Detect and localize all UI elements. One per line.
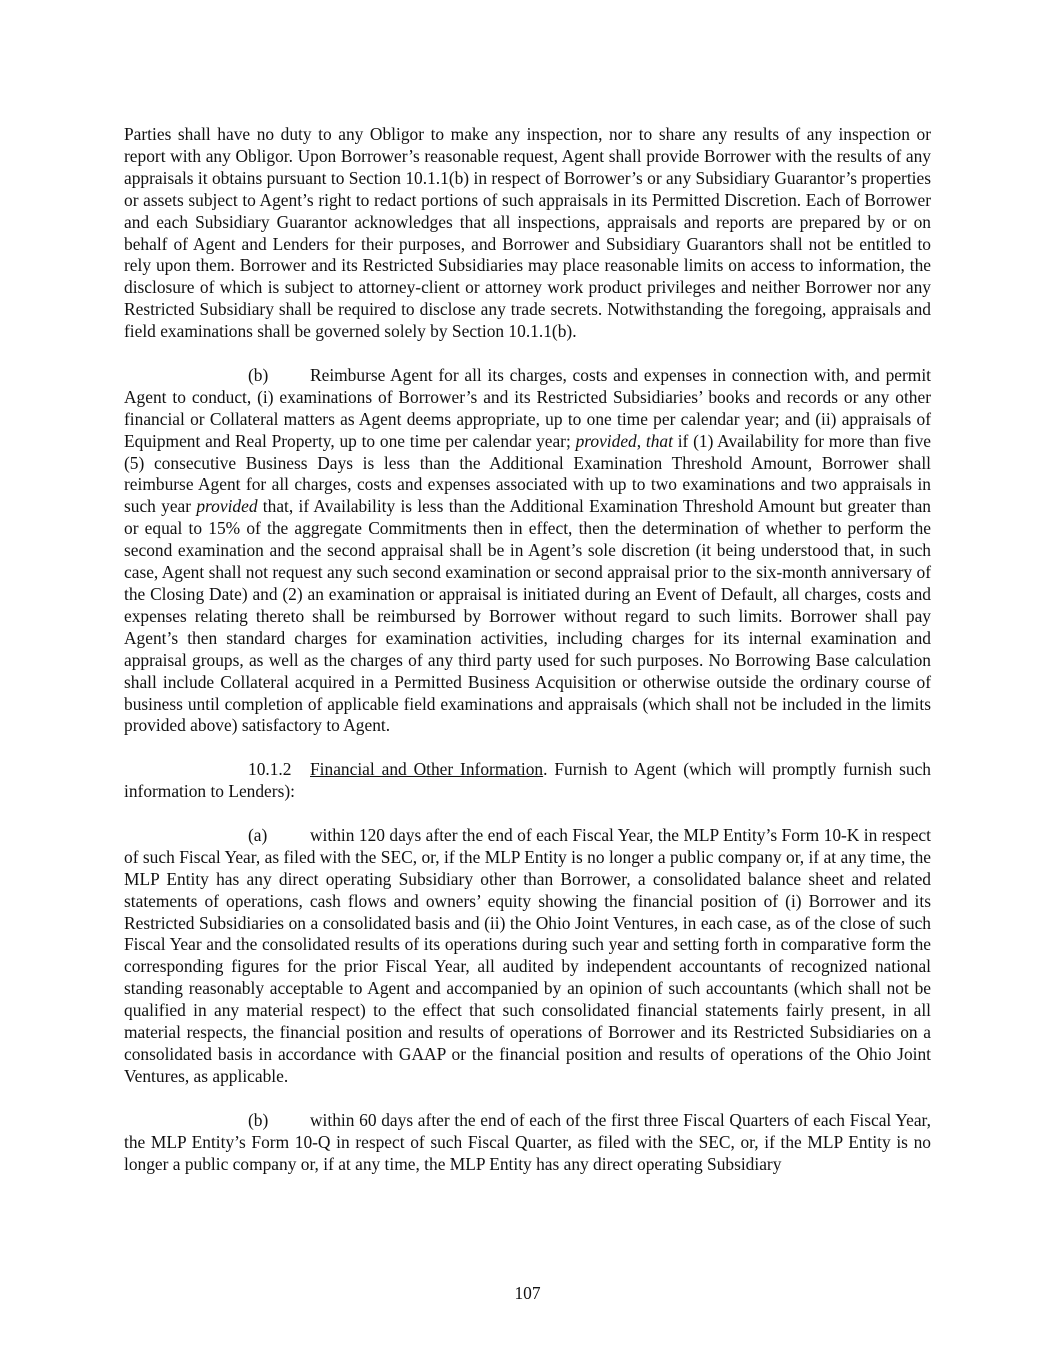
item-label: (b) [248,364,269,385]
page-number: 107 [514,1283,541,1303]
section-heading: Financial and Other Information [310,759,544,780]
paragraph-b-reimburse: (b) Reimburse Agent for all its charges, costs and expenses in connection with, and permit Agent to conduct, (i) examinations of Borrower’s and its Restricted Subsidiaries’ books and records or any other financial or Collateral matters as Agent deems appropriate, up to one time per calendar year; and (ii) appraisals of Equipment and Real Property, up to one time per calendar year; provided, that if (1) Availability for more than five (5) consecutive Business Days is less than the Additional Examination Threshold Amount, Borrower shall reimburse Agent for all charges, costs and expenses associated with up to two examinations and two appraisals in such year provided that, if Availability is less than the Additional Examination Threshold Amount but greater than or equal to 15% of the aggregate Commitments then in effect, then the determination of whether to perform the second examination and the second appraisal shall be in Agent’s sole discretion (it being understood that, in such case, Agent shall not request any such second examination or second appraisal prior to the six-month anniversary of the Closing Date) and (2) an examination or appraisal is initiated during an Event of Default, all charges, costs and expenses relating thereto shall be reimbursed by Borrower without regard to such limits. Borrower shall pay Agent’s then standard charges for examination activities, including charges for its internal examination and appraisal groups, as well as the charges of any third party used for such purposes. No Borrowing Base calculation shall include Collateral acquired in a Permitted Business Acquisition or otherwise outside the ordinary course of business until completion of applicable field examinations and appraisals (which shall not be included in the limits provided above) satisfactory to Agent. [124,364,931,736]
document-page [124,124,931,1175]
paragraph-b-quarterly: (b) within 60 days after the end of each of the first three Fiscal Quarters of each Fiscal Year, the MLP Entity’s Form 10-Q in respect of such Fiscal Quarter, as filed with the SEC, or, if the MLP Entity is no longer a public company or, if at any time, the MLP Entity has any direct operating Subsidiary [124,1109,931,1174]
item-label: (b) [248,1109,269,1130]
item-label: (a) [248,824,268,845]
section-number: 10.1.2 [248,759,292,780]
paragraph-a-annual: (a) within 120 days after the end of each Fiscal Year, the MLP Entity’s Form 10-K in respect of such Fiscal Year, as filed with the SEC, or, if the MLP Entity is no longer a public company or, if at any time, the MLP Entity has any direct operating Subsidiary other than Borrower, a consolidated balance sheet and related statements of operations, cash flows and owners’ equity showing the financial position of (i) Borrower and its Restricted Subsidiaries on a consolidated basis and (ii) the Ohio Joint Ventures, in each case, as of the close of such Fiscal Year and the consolidated results of its operations during such year and setting forth in comparative form the corresponding figures for the prior Fiscal Year, all audited by independent accountants of recognized national standing reasonably acceptable to Agent and accompanied by an opinion of such accountants (which shall not be qualified in any material respect) to the effect that such consolidated financial statements fairly present, in all material respects, the financial position and results of operations of Borrower and its Restricted Subsidiaries on a consolidated basis in accordance with GAAP or the financial position and results of operations of the Ohio Joint Ventures, as applicable. [124,824,931,1086]
section-10-1-2: 10.1.2 Financial and Other Information. Furnish to Agent (which will promptly furnish such information to Lenders): [124,759,931,802]
paragraph-inspections: Parties shall have no duty to any Obligor to make any inspection, nor to share any results of any inspection or report with any Obligor. Upon Borrower’s reasonable request, Agent shall provide Borrower with the results of any appraisals it obtains pursuant to Section 10.1.1(b) in respect of Borrower’s or any Subsidiary Guarantor’s properties or assets subject to Agent’s right to redact portions of such appraisals in its Permitted Discretion. Each of Borrower and each Subsidiary Guarantor acknowledges that all inspections, appraisals and reports are prepared by or on behalf of Agent and Lenders for their purposes, and Borrower and Subsidiary Guarantors shall not be entitled to rely upon them. Borrower and its Restricted Subsidiaries may place reasonable limits on access to information, the disclosure of which is subject to attorney-client or attorney work product privileges and neither Borrower nor any Restricted Subsidiary shall be required to disclose any trade secrets. Notwithstanding the foregoing, appraisals and field examinations shall be governed solely by Section 10.1.1(b). [124,124,931,342]
